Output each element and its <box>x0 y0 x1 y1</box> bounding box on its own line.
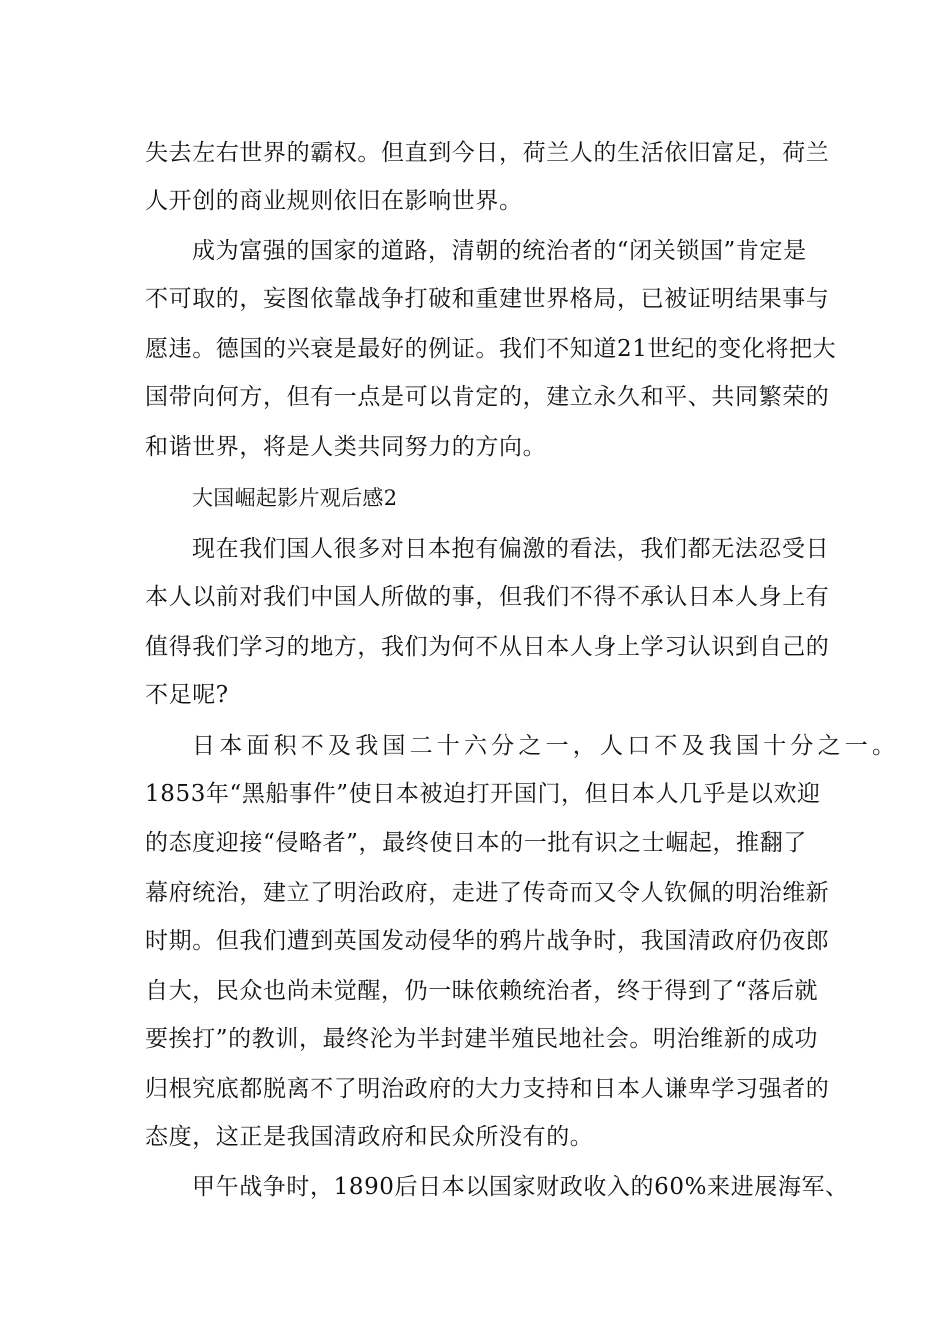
text-line: 甲午战争时，1890后日本以国家财政收入的60%来进展海军、 <box>192 1174 849 1200</box>
text-line: 的态度迎接“侵略者”，最终使日本的一批有识之士崛起，推翻了 <box>145 830 807 856</box>
text-line: 值得我们学习的地方，我们为何不从日本人身上学习认识到自己的 <box>145 634 830 660</box>
text-line: 要挨打”的教训，最终沦为半封建半殖民地社会。明治维新的成功 <box>145 1026 819 1052</box>
text-line: 不足呢? <box>145 682 229 708</box>
text-line: 成为富强的国家的道路，清朝的统治者的“闭关锁国”肯定是 <box>192 238 807 264</box>
text-line: 和谐世界，将是人类共同努力的方向。 <box>145 434 547 460</box>
text-line: 时期。但我们遭到英国发动侵华的鸦片战争时，我国清政府仍夜郎 <box>145 928 830 954</box>
text-line: 本人以前对我们中国人所做的事，但我们不得不承认日本人身上有 <box>145 584 830 610</box>
text-line: 态度，这正是我国清政府和民众所没有的。 <box>145 1124 594 1150</box>
section-title: 大国崛起影片观后感2 <box>192 486 398 510</box>
text-line: 不可取的，妄图依靠战争打破和重建世界格局，已被证明结果事与 <box>145 286 830 312</box>
text-line: 失去左右世界的霸权。但直到今日，荷兰人的生活依旧富足，荷兰 <box>145 140 830 166</box>
text-line: 愿违。德国的兴衰是最好的例证。我们不知道21世纪的变化将把大 <box>145 336 837 362</box>
text-line: 1853年“黑船事件”使日本被迫打开国门，但日本人几乎是以欢迎 <box>145 781 821 807</box>
text-line: 现在我们国人很多对日本抱有偏激的看法，我们都无法忍受日 <box>192 536 830 562</box>
text-line: 自大，民众也尚未觉醒，仍一昧依赖统治者，终于得到了“落后就 <box>145 978 819 1004</box>
text-line: 归根究底都脱离不了明治政府的大力支持和日本人谦卑学习强者的 <box>145 1076 830 1102</box>
text-line: 幕府统治，建立了明治政府，走进了传奇而又令人钦佩的明治维新 <box>145 880 830 906</box>
text-line: 人开创的商业规则依旧在影响世界。 <box>145 188 523 214</box>
text-line: 国带向何方，但有一点是可以肯定的，建立永久和平、共同繁荣的 <box>145 384 830 410</box>
text-line: 日本面积不及我国二十六分之一，人口不及我国十分之一。 <box>192 733 900 759</box>
